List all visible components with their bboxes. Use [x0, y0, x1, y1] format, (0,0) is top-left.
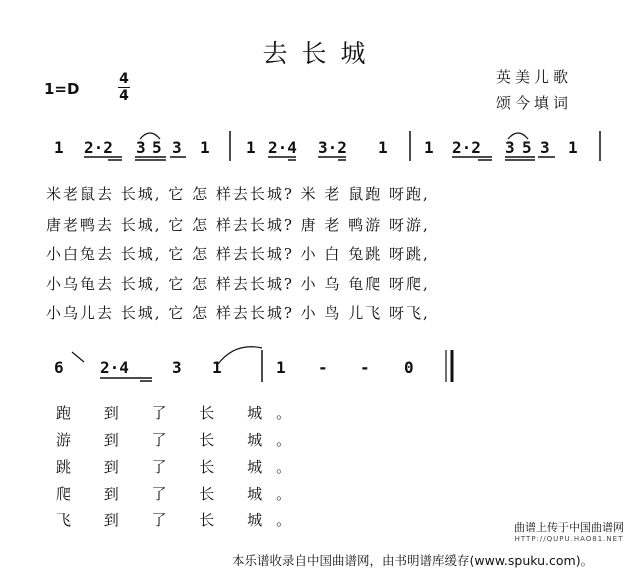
note: 3 [136, 138, 146, 157]
note: 6 [54, 358, 64, 377]
note: 2·4 [268, 138, 297, 157]
note: 3 [505, 138, 515, 157]
note: 5 [522, 138, 532, 157]
note: 3 [172, 358, 182, 377]
note: 0 [404, 358, 414, 377]
note: 2·4 [100, 358, 129, 377]
watermark [514, 519, 624, 543]
note: 1 [212, 358, 222, 377]
note: 2·2 [452, 138, 481, 157]
note: 1 [276, 358, 286, 377]
lyric-verse-1: 米老鼠去 长城, 它 怎 样去长城? 米 老 鼠跑 呀跑, [46, 185, 430, 203]
notation-line-1 [0, 125, 642, 165]
note: 3·2 [318, 138, 347, 157]
time-signature-bottom: 4 [119, 88, 129, 104]
note: 2·2 [84, 138, 113, 157]
note: 1 [378, 138, 388, 157]
note: 3 [540, 138, 550, 157]
lyric-verse-5: 小乌儿去 长城, 它 怎 样去长城? 小 鸟 儿飞 呀飞, [46, 304, 430, 322]
score-title: 去长城 [262, 39, 380, 68]
time-signature-top: 4 [119, 71, 129, 87]
tie [218, 347, 262, 364]
lyric-ending-1: 跑 到 了 长 城。 [56, 404, 306, 422]
note: 3 [172, 138, 182, 157]
credit-lyricist: 颂今填词 [496, 94, 573, 112]
key-signature: 1=D [44, 80, 80, 98]
note: 1 [246, 138, 256, 157]
lyric-ending-3: 跳 到 了 长 城。 [56, 458, 306, 476]
note: 1 [54, 138, 64, 157]
watermark-url: HTTP://QUPU.HAO81.NET [514, 535, 624, 543]
notation-line-2 [0, 340, 642, 390]
lyric-verse-3: 小白兔去 长城, 它 怎 样去长城? 小 白 兔跳 呀跳, [46, 245, 430, 263]
time-signature [118, 72, 130, 103]
note: - [360, 358, 370, 377]
lyric-ending-5: 飞 到 了 长 城。 [56, 511, 306, 529]
note: 1 [200, 138, 210, 157]
note: 1 [424, 138, 434, 157]
lyric-ending-4: 爬 到 了 长 城。 [56, 485, 306, 503]
note: 1 [568, 138, 578, 157]
watermark-text: 曲谱上传于中国曲谱网 [514, 521, 624, 534]
lyric-verse-4: 小乌龟去 长城, 它 怎 样去长城? 小 乌 龟爬 呀爬, [46, 275, 430, 293]
note: 5 [152, 138, 162, 157]
footer-note: 本乐谱收录自中国曲谱网，由书明谱库缓存(www.spuku.com)。 [232, 553, 594, 568]
lyric-ending-2: 游 到 了 长 城。 [56, 431, 306, 449]
note: - [318, 358, 328, 377]
credit-origin: 英美儿歌 [496, 68, 573, 86]
lyric-verse-2: 唐老鸭去 长城, 它 怎 样去长城? 唐 老 鸭游 呀游, [46, 216, 430, 234]
